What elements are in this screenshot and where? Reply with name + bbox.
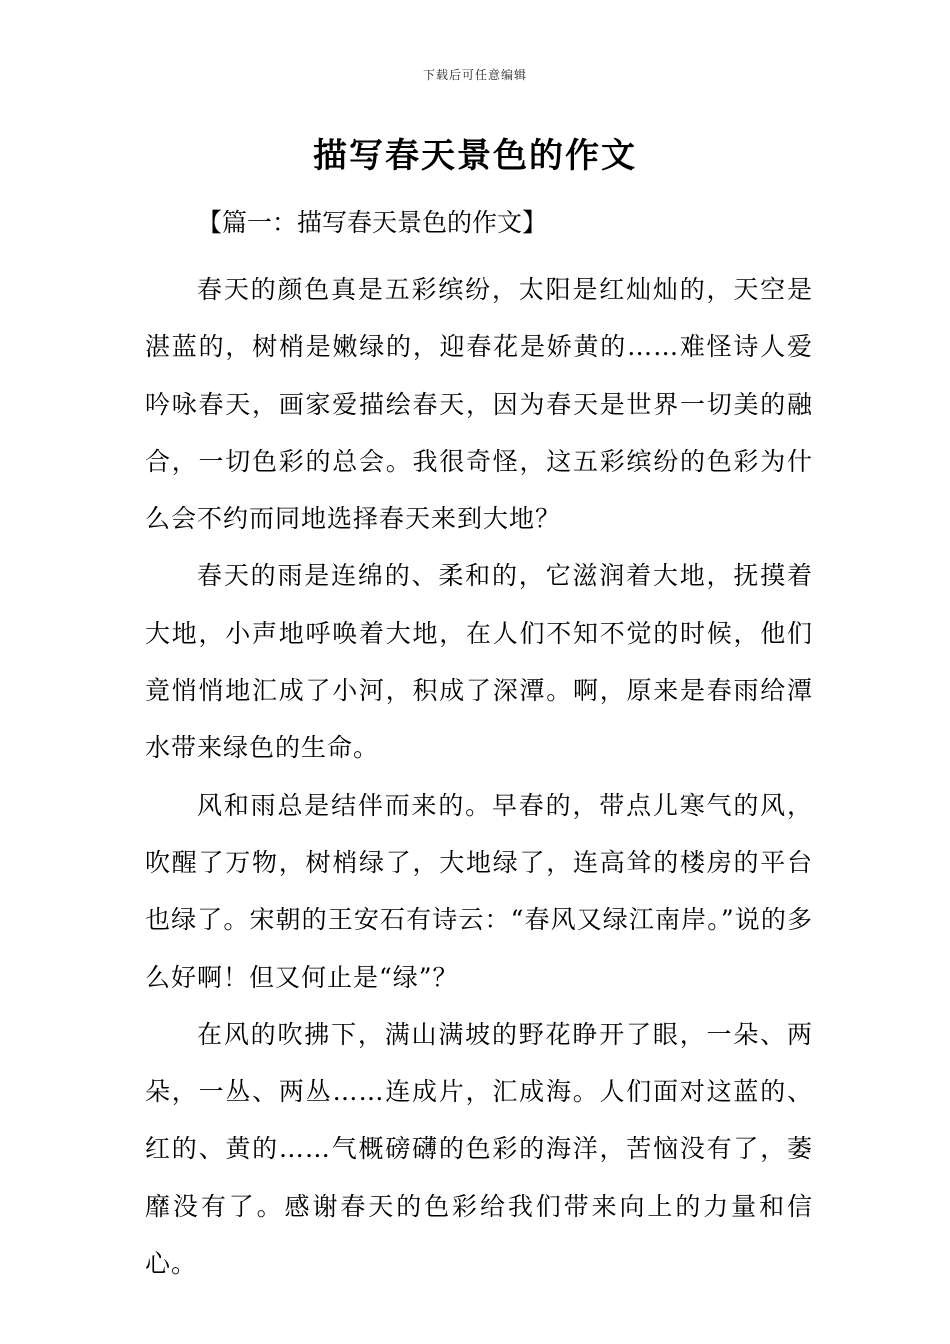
paragraph: 春天的颜色真是五彩缤纷，太阳是红灿灿的，天空是湛蓝的，树梢是嫩绿的，迎春花是娇黄的……难怪诗人爱吟咏春天，画家爱描绘春天，因为春天是世界一切美的融合，一切色彩的总会。我很奇怪，这五彩缤纷的色彩为什么会不约而同地选择春天来到大地？ (145, 275, 813, 534)
section-heading: 【篇一：描写春天景色的作文】 (197, 208, 548, 237)
header-note: 下载后可任意编辑 (422, 68, 527, 82)
document-title: 描写春天景色的作文 (313, 136, 637, 176)
paragraph: 在风的吹拂下，满山满坡的野花睁开了眼，一朵、两朵，一丛、两丛……连成片，汇成海。人们面对这蓝的、红的、黄的……气概磅礴的色彩的海洋，苦恼没有了，萎靡没有了。感谢春天的色彩给我们带来向上的力量和信心。 (145, 1019, 813, 1279)
paragraph: 风和雨总是结伴而来的。早春的，带点儿寒气的风，吹醒了万物，树梢绿了，大地绿了，连高耸的楼房的平台也绿了。宋朝的王安石有诗云：“春风又绿江南岸。”说的多么好啊！但又何止是“绿”？ (145, 790, 813, 992)
paragraph: 春天的雨是连绵的、柔和的，它滋润着大地，抚摸着大地，小声地呼唤着大地，在人们不知不觉的时候，他们竟悄悄地汇成了小河，积成了深潭。啊，原来是春雨给潭水带来绿色的生命。 (145, 561, 813, 763)
paragraph-list (145, 261, 813, 1292)
document-body (145, 203, 813, 1292)
